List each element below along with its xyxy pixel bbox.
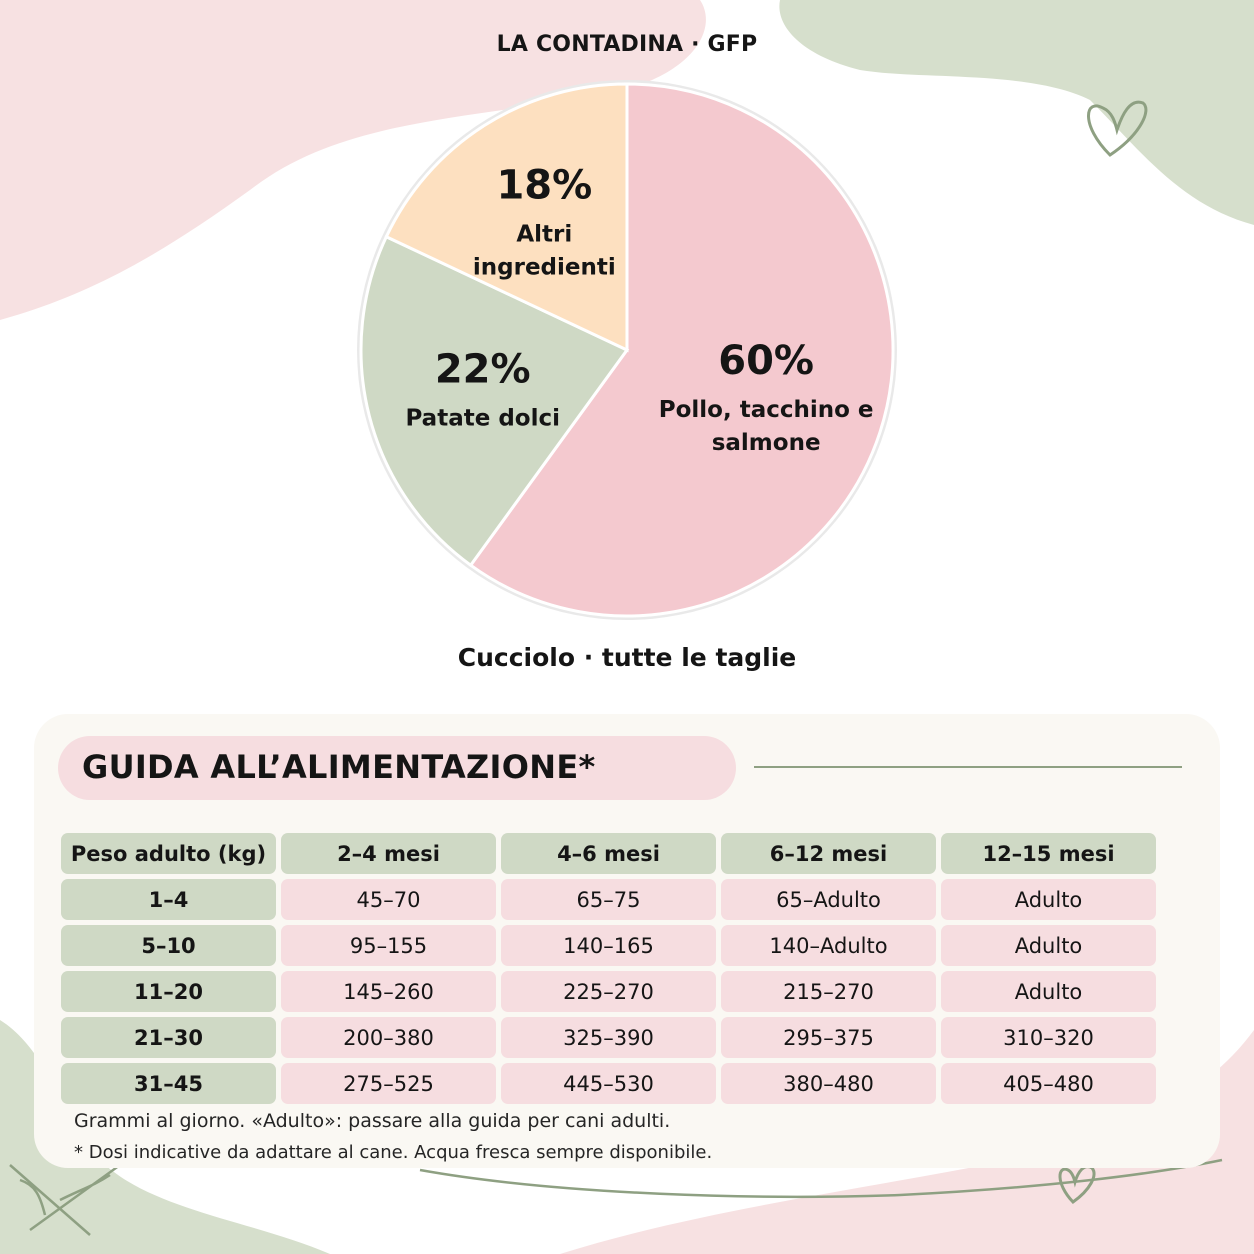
guide-title-pill: [58, 736, 736, 800]
table-cell: 275–525: [281, 1063, 496, 1104]
pie-slice-label: Patate dolci: [405, 405, 560, 432]
header-12-15-months: 12–15 mesi: [941, 833, 1156, 874]
header-6-12-months: 6–12 mesi: [721, 833, 936, 874]
guide-title: GUIDA ALL’ALIMENTAZIONE*: [82, 748, 596, 786]
table-cell: 65–75: [501, 879, 716, 920]
row-weight-cell: 1–4: [61, 879, 276, 920]
pie-slice-label: salmone: [711, 430, 821, 457]
table-cell: 295–375: [721, 1017, 936, 1058]
row-weight-cell: 21–30: [61, 1017, 276, 1058]
pie-percent-label: 22%: [434, 346, 531, 393]
table-cell: 405–480: [941, 1063, 1156, 1104]
table-cell: 325–390: [501, 1017, 716, 1058]
pie-percent-label: 18%: [496, 162, 593, 209]
table-cell: 445–530: [501, 1063, 716, 1104]
chart-title: LA CONTADINA · GFP: [496, 32, 758, 57]
table-cell: 310–320: [941, 1017, 1156, 1058]
pie-slice-label: ingredienti: [472, 254, 616, 281]
table-cell: Adulto: [941, 971, 1156, 1012]
table-cell: 140–Adulto: [721, 925, 936, 966]
pie-percent-label: 60%: [718, 338, 815, 385]
table-cell: 65–Adulto: [721, 879, 936, 920]
table-row: [61, 971, 1156, 1012]
header-2-4-months: 2–4 mesi: [281, 833, 496, 874]
table-cell: 145–260: [281, 971, 496, 1012]
table-cell: 215–270: [721, 971, 936, 1012]
table-row: [61, 1063, 1156, 1104]
guide-divider: [754, 766, 1182, 768]
table-cell: Adulto: [941, 925, 1156, 966]
chart-subtitle: Cucciolo · tutte le taglie: [457, 643, 797, 672]
table-cell: 45–70: [281, 879, 496, 920]
table-cell: Adulto: [941, 879, 1156, 920]
table-cell: 225–270: [501, 971, 716, 1012]
table-row: [61, 879, 1156, 920]
header-4-6-months: 4–6 mesi: [501, 833, 716, 874]
table-cell: 380–480: [721, 1063, 936, 1104]
feeding-guide-card: [34, 714, 1220, 1168]
row-weight-cell: 5–10: [61, 925, 276, 966]
pie-slice-label: Altri: [516, 221, 573, 248]
feeding-table: [56, 828, 1161, 1109]
table-row: [61, 925, 1156, 966]
table-header-row: [61, 833, 1156, 874]
footnote-disclaimer: * Dosi indicative da adattare al cane. Acqua fresca sempre disponibile.: [74, 1142, 713, 1163]
pie-slice-label: Pollo, tacchino e: [658, 397, 874, 424]
table-cell: 140–165: [501, 925, 716, 966]
footnote-grams: Grammi al giorno. «Adulto»: passare alla guida per cani adulti.: [74, 1110, 671, 1132]
row-weight-cell: 11–20: [61, 971, 276, 1012]
row-weight-cell: 31–45: [61, 1063, 276, 1104]
table-row: [61, 1017, 1156, 1058]
header-weight: Peso adulto (kg): [61, 833, 276, 874]
table-cell: 200–380: [281, 1017, 496, 1058]
table-cell: 95–155: [281, 925, 496, 966]
